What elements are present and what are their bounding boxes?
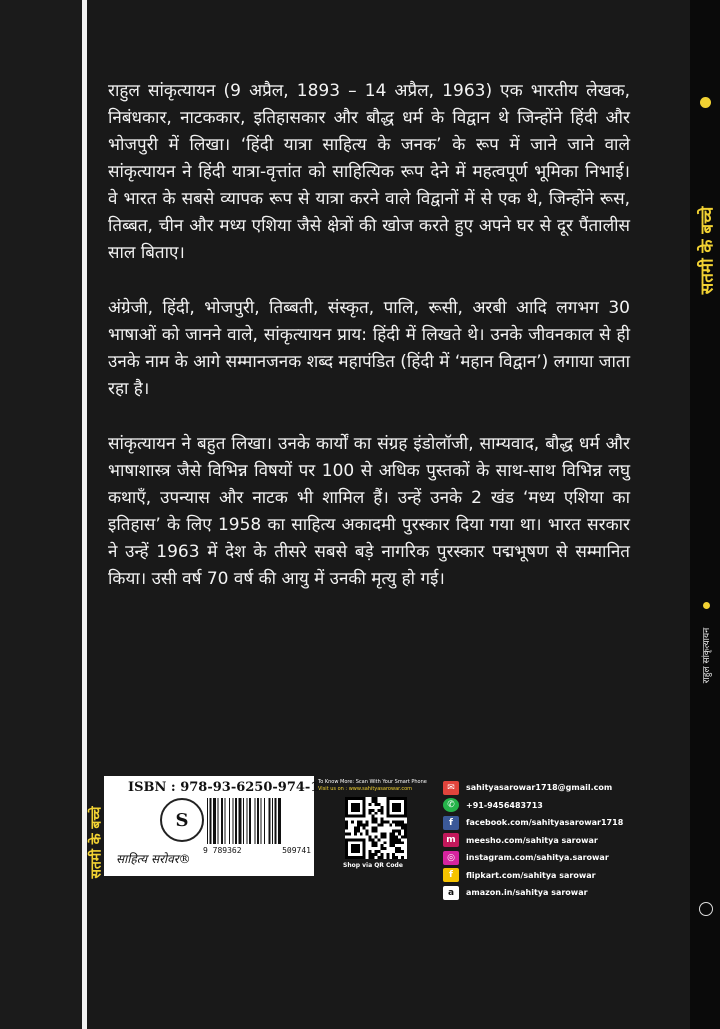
publisher-logo: S xyxy=(160,798,204,842)
qr-heading-line-1: To Know More: Scan With Your Smart Phone xyxy=(318,779,427,785)
publisher-name: साहित्य सरोवर® xyxy=(116,852,191,866)
contact-text: sahityasarowar1718@gmail.com xyxy=(466,783,613,793)
whatsapp-icon: ✆ xyxy=(443,798,459,812)
spine-author: राहुल सांकृत्यायन xyxy=(702,627,713,683)
description-paragraph-1: राहुल सांकृत्यायन (9 अप्रैल, 1893 – 14 अप्रैल, 1963) एक भारतीय लेखक, निबंधकार, नाटककार, इतिहासकार और बौद्ध धर्म के विद्वान थे जिन्होंने हिंदी और भोजपुरी में लिखा। ‘हिंदी यात्रा साहित्य के जनक’ के रूप में जाने जाने वाले सांकृत्यायन ने हिंदी यात्रा-वृत्तांत को साहित्यिक रूप देने में महत्वपूर्ण भूमिका निभाई। वे भारत के सबसे व्यापक रूप से यात्रा करने वाले विद्वानों में से एक थे, जिन्होंने रूस, तिब्बत, चीन और मध्य एशिया जैसे क्षेत्रों की खोज करते हुए अपने घर से दूर पैंतालीस साल बिताए। xyxy=(108,81,630,263)
contact-meesho[interactable] xyxy=(443,832,687,850)
left-dark-strip xyxy=(0,0,82,1029)
contact-instagram[interactable] xyxy=(443,849,687,867)
qr-code[interactable] xyxy=(345,797,407,859)
contact-facebook[interactable] xyxy=(443,814,687,832)
amazon-icon: a xyxy=(443,886,459,900)
qr-caption: Shop via QR Code xyxy=(343,862,403,869)
author-description xyxy=(108,78,630,621)
description-paragraph-3: सांकृत्यायन ने बहुत लिखा। उनके कार्यों का संग्रह इंडोलॉजी, साम्यवाद, बौद्ध धर्म और भाषाशास्त्र जैसे विभिन्न विषयों पर 100 से अधिक पुस्तकों के साथ-साथ विभिन्न लघु कथाएँ, उपन्यास और नाटक भी शामिल हैं। उन्हें उनके 2 खंड ‘मध्य एशिया का इतिहास’ के लिए 1958 का साहित्य अकादमी पुरस्कार दिया गया था। भारत सरकार ने उन्हें 1963 में देश के तीसरे सबसे बड़े नागरिक पुरस्कार पद्मभूषण से सम्मानित किया। उसी वर्ष 70 वर्ष की आयु में उनकी मृत्यु हो गई। xyxy=(108,434,630,589)
spine-divider-dot xyxy=(703,602,710,609)
isbn-book-title: सतमी के बच्चे xyxy=(88,805,105,879)
spine-panel xyxy=(690,0,720,1029)
mail-icon: ✉ xyxy=(443,781,459,795)
barcode-number-left: 9 789362 xyxy=(203,846,242,855)
contact-amazon[interactable] xyxy=(443,884,687,902)
flipkart-icon: f xyxy=(443,868,459,882)
spine-publisher-logo xyxy=(699,902,713,916)
barcode xyxy=(205,798,310,844)
isbn-label: ISBN : 978-93-6250-974-1 xyxy=(128,780,320,795)
contact-text: +91-9456483713 xyxy=(466,800,543,810)
facebook-icon: f xyxy=(443,816,459,830)
spine-logo-dot xyxy=(700,97,711,108)
description-paragraph-2: अंग्रेजी, हिंदी, भोजपुरी, तिब्बती, संस्कृत, पालि, रूसी, अरबी आदि लगभग 30 भाषाओं को जानने वाले, सांकृत्यायन प्राय: हिंदी में लिखते थे। उनके जीवनकाल से ही उनके नाम के आगे सम्मानजनक शब्द महापंडित (हिंदी में ‘महान विद्वान’) लगाया जाता रहा है। xyxy=(108,298,630,399)
contact-text: flipkart.com/sahitya sarowar xyxy=(466,870,596,880)
qr-heading xyxy=(318,779,442,793)
instagram-icon: ◎ xyxy=(443,851,459,865)
contact-text: meesho.com/sahitya sarowar xyxy=(466,835,598,845)
contact-list xyxy=(443,779,687,902)
meesho-icon: m xyxy=(443,833,459,847)
contact-text: instagram.com/sahitya.sarowar xyxy=(466,853,609,863)
contact-flipkart[interactable] xyxy=(443,867,687,885)
spine-title: सतमी के बच्चे xyxy=(697,206,718,294)
qr-heading-line-2: Visit us on : www.sahityasarowar.com xyxy=(318,786,412,792)
contact-text: amazon.in/sahitya sarowar xyxy=(466,888,588,898)
contact-whatsapp[interactable] xyxy=(443,797,687,815)
contact-text: facebook.com/sahityasarowar1718 xyxy=(466,818,624,828)
contact-email[interactable] xyxy=(443,779,687,797)
barcode-number-right: 509741 xyxy=(282,846,311,855)
barcode-number xyxy=(203,846,311,855)
